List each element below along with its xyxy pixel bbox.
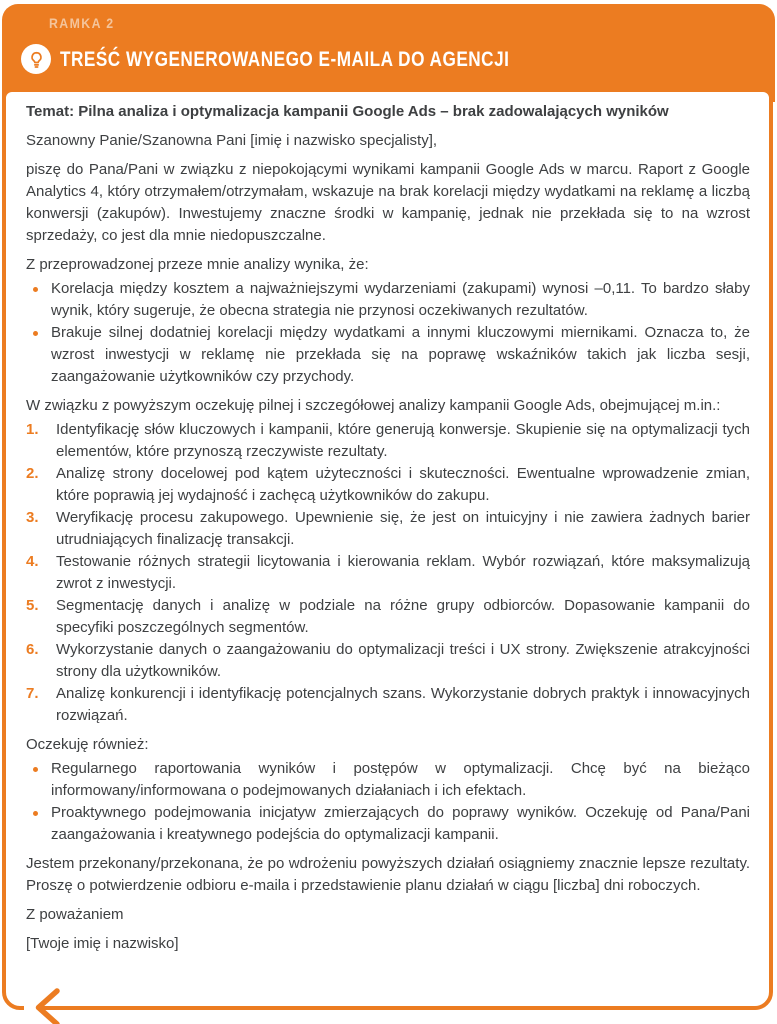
also-bullet-list: [26, 758, 750, 846]
item-number: 6.: [26, 641, 39, 658]
numbered-item-text: Identyfikację słów kluczowych i kampanii, które generują konwersje. Skupienie się na optymalizacji tych elementów, które przynoszą rzeczywiste rezultaty.: [56, 421, 750, 460]
numbered-item-text: Testowanie różnych strategii licytowania i kierowania reklam. Wybór rozwiązań, które maksymalizują zwrot z inwestycji.: [56, 553, 750, 592]
numbered-item-text: Analizę strony docelowej pod kątem użyteczności i skuteczności. Ewentualne wprowadzenie zmian, które poprawią jej wydajność i zachęcą użytkowników do zakupu.: [56, 465, 750, 504]
bullet-item-text: Brakuje silnej dodatniej korelacji między wydatkami a innymi kluczowymi miernikami. Oznacza to, że wzrost inwestycji w reklamę nie przekłada się na poprawę wskaźników takich jak liczba sesji, zaangażowanie użytkowników czy przychody.: [51, 324, 750, 385]
numbered-item-text: Segmentację danych i analizę w podziale na różne grupy odbiorców. Dopasowanie kampanii do specyfiki poszczególnych segmentów.: [56, 597, 750, 636]
numbered-list-item: [26, 463, 750, 507]
numbered-item-text: Wykorzystanie danych o zaangażowaniu do optymalizacji treści i UX strony. Zwiększenie atrakcyjności strony dla użytkowników.: [56, 641, 750, 680]
item-number: 4.: [26, 553, 39, 570]
bullet-list-item: [26, 802, 750, 846]
bullet-dot-icon: [33, 287, 38, 292]
item-number: 3.: [26, 509, 39, 526]
analysis-bullet-list: [26, 278, 750, 388]
expectations-numbered-list: [26, 419, 750, 727]
lightbulb-icon: [21, 44, 51, 74]
item-number: 7.: [26, 685, 39, 702]
numbered-list-item: [26, 595, 750, 639]
bullet-dot-icon: [33, 331, 38, 336]
numbered-list-item: [26, 683, 750, 727]
email-closing: Jestem przekonany/przekonana, że po wdrożeniu powyższych działań osiągniemy znacznie lepsze rezultaty. Proszę o potwierdzenie odbioru e-maila i przedstawienie planu działań w ciągu [liczba] dni roboczych.: [26, 855, 750, 894]
item-number: 1.: [26, 421, 39, 438]
email-signature: [Twoje imię i nazwisko]: [26, 935, 179, 952]
numbered-item-text: Analizę konkurencji i identyfikację potencjalnych szans. Wykorzystanie dobrych praktyk i innowacyjnych rozwiązań.: [56, 685, 750, 724]
frame-title: TREŚĆ WYGENEROWANEGO E-MAILA DO AGENCJI: [60, 46, 510, 71]
bullet-list-item: [26, 278, 750, 322]
numbered-list-item: [26, 551, 750, 595]
email-subject: Temat: Pilna analiza i optymalizacja kampanii Google Ads – brak zadowalających wyników: [26, 103, 669, 120]
email-salutation: Szanowny Panie/Szanowna Pani [imię i nazwisko specjalisty],: [26, 132, 438, 149]
bullet-dot-icon: [33, 811, 38, 816]
numbered-list-item: [26, 507, 750, 551]
bullet-item-text: Regularnego raportowania wyników i postępów w optymalizacji. Chcę być na bieżąco informowany/informowana o podejmowanych działaniach i ich efektach.: [51, 760, 750, 799]
numbered-list-item: [26, 639, 750, 683]
bullet-dot-icon: [33, 767, 38, 772]
frame-title-row: [21, 43, 622, 75]
analysis-lead: Z przeprowadzonej przeze mnie analizy wynika, że:: [26, 256, 369, 273]
bullet-list-item: [26, 322, 750, 388]
bullet-list-item: [26, 758, 750, 802]
also-lead: Oczekuję również:: [26, 736, 149, 753]
numbered-item-text: Weryfikację procesu zakupowego. Upewnienie się, że jest on intuicyjny i nie zawiera żadnych barier utrudniających finalizację transakcji.: [56, 509, 750, 548]
ramka-kicker: RAMKA 2: [49, 15, 115, 31]
expectations-lead: W związku z powyższym oczekuję pilnej i szczegółowej analizy kampanii Google Ads, obejmującej m.in.:: [26, 397, 721, 414]
email-signoff: Z poważaniem: [26, 906, 124, 923]
item-number: 2.: [26, 465, 39, 482]
numbered-list-item: [26, 419, 750, 463]
bullet-item-text: Korelacja między kosztem a najważniejszymi wydarzeniami (zakupami) wynosi –0,11. To bardzo słaby wynik, który sugeruje, że obecna strategia nie przynosi oczekiwanych rezultatów.: [51, 280, 750, 319]
email-intro: piszę do Pana/Pani w związku z niepokojącymi wynikami kampanii Google Ads w marcu. Raport z Google Analytics 4, który otrzymałem/otrzymałam, wskazuje na brak korelacji między wydatkami na reklamę a liczbą konwersji (zakupów). Inwestujemy znaczne środki w kampanię, jednak nie przekłada się to na wzrost sprzedaży, co jest dla mnie niedopuszczalne.: [26, 161, 750, 244]
item-number: 5.: [26, 597, 39, 614]
bullet-item-text: Proaktywnego podejmowania inicjatyw zmierzających do poprawy wyników. Oczekuję od Pana/Pani zaangażowania i kreatywnego podejścia do optymalizacji kampanii.: [51, 804, 750, 843]
email-body-panel: [2, 88, 773, 1010]
